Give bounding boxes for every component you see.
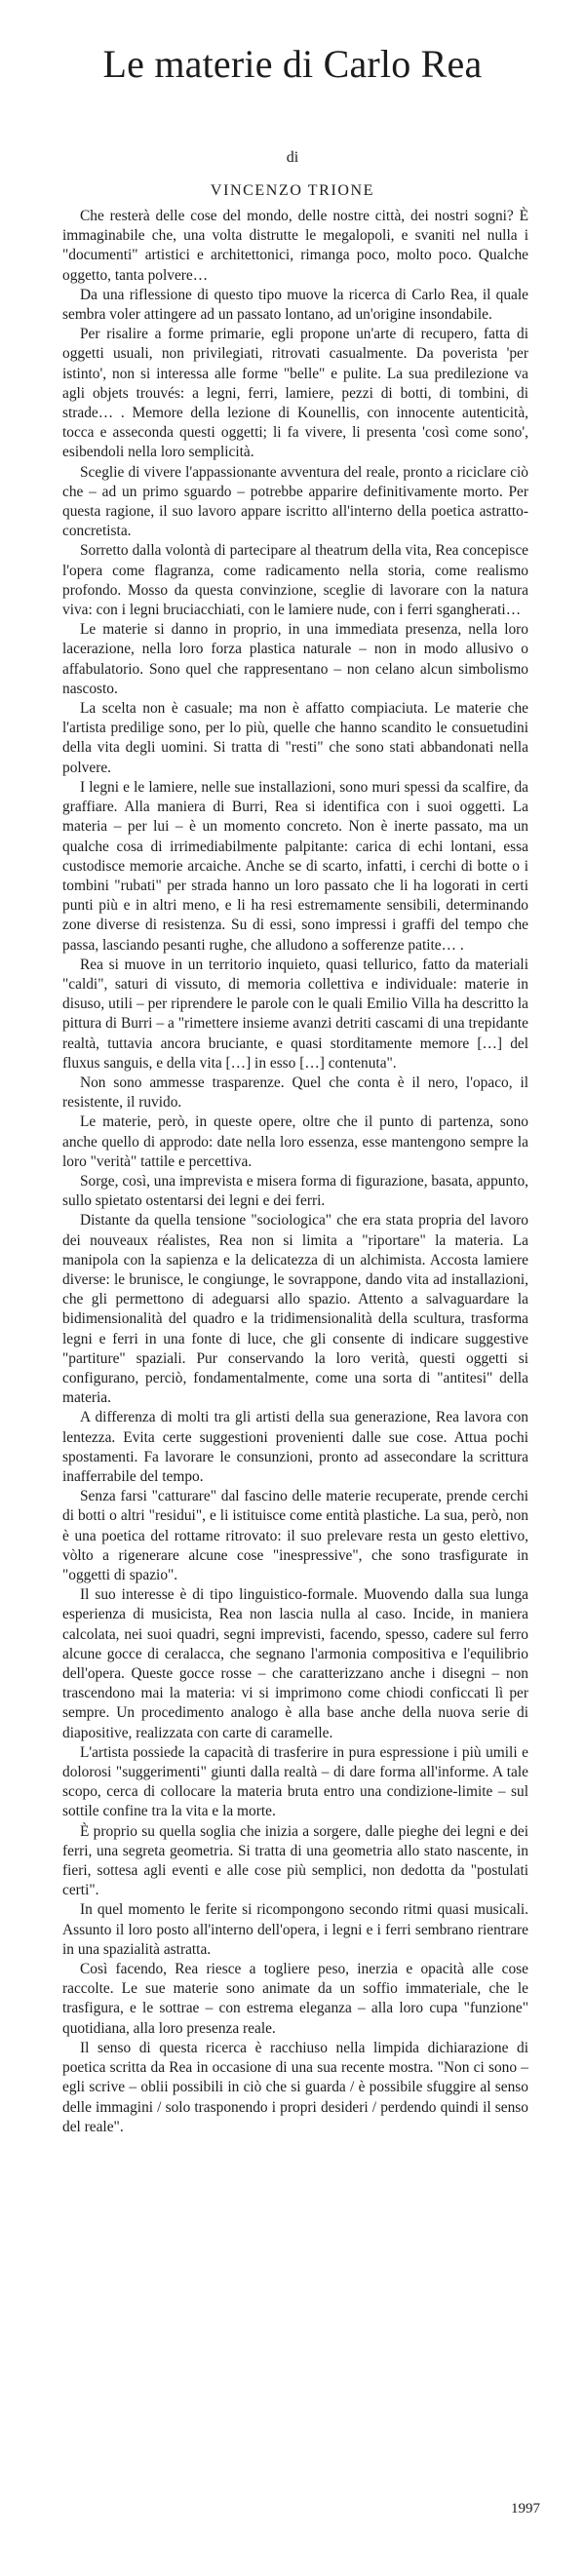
paragraph-19: In quel momento le ferite si ricompongono secondo ritmi quasi musicali. Assunto il loro posto all'interno dell'opera, i legni e i ferri sembrano rientrare in una spazialità astratta. xyxy=(62,1901,528,1958)
article-body xyxy=(0,207,585,2478)
paragraph-8: I legni e le lamiere, nelle sue installazioni, sono muri spessi da scalfire, da graffiare. Alla maniera di Burri, Rea si identifica con i suoi oggetti. La materia – per lui – è un momento concreto. Non è inerte passato, ma un qualche cosa di irrimediabilmente palpitante: carica di echi lontani, essa custodisce memorie arcaiche. Anche se di scarto, infatti, i cerchi di botte o i tombini "rubati" per strada hanno un loro passato che li ha logorati in certi punti più e in altri meno, e li ha resi estremamente sensibili, determinando zone diverse di resistenza. Su di essi, sono impressi i graffi del tempo che passa, lasciando pesanti rughe, che alludono a sofferenze patite… . xyxy=(62,778,528,954)
paragraph-14: A differenza di molti tra gli artisti della sua generazione, Rea lavora con lentezza. Evita certe suggestioni provenienti dalle sue cose. Attua pochi spostamenti. Fa lavorare le consunzioni, pronto ad assecondare la scrittura inafferrabile del tempo. xyxy=(62,1409,528,1485)
paragraph-20: Così facendo, Rea riesce a togliere peso, inerzia e opacità alle cose raccolte. Le sue materie sono animate da un soffio immateriale, che le trasfigura, e le sottrae – con estrema eleganza – alla loro cupa "funzione" quotidiana, alla loro presenza reale. xyxy=(62,1961,528,2037)
paragraph-12: Sorge, così, una imprevista e misera forma di figurazione, basata, appunto, sullo spietato ostentarsi dei legni e dei ferri. xyxy=(62,1172,529,1210)
paragraph-17: L'artista possiede la capacità di trasferire in pura espressione i più umili e dolorosi "suggerimenti" giunti dalla realtà – di dare forma all'informe. A tale scopo, cerca di collocare la materia bruta entro una condizione-limite – sul sottile confine tra la vita e la morte. xyxy=(62,1743,528,1820)
paragraph-5: Sorretto dalla volontà di partecipare al theatrum della vita, Rea concepisce l'opera come flagranza, come radicamento nella storia, come realismo profondo. Mosso da questa convinzione, sceglie di lavorare con la natura viva: con i legni bruciacchiati, con le lamiere nude, con i ferri sgangherati… xyxy=(62,542,528,619)
paragraph-18: È proprio su quella soglia che inizia a sorgere, dalle pieghe dei legni e dei ferri, una segreta geometria. Si tratta di una geometria allo stato nascente, in fieri, sottesa agli eventi e alle cose più semplici, non dedotta da "postulati certi". xyxy=(62,1822,528,1899)
paragraph-2: Da una riflessione di questo tipo muove la ricerca di Carlo Rea, il quale sembra voler attingere ad un passato lontano, ad un'origine insondabile. xyxy=(62,286,528,324)
paragraph-13: Distante da quella tensione "sociologica" che era stata propria del lavoro dei nouveaux réalistes, Rea non si limita a "riportare" la materia. La manipola con la sapienza e la delicatezza di un alchimista. Accosta lamiere diverse: le brunisce, le congiunge, le sovrappone, dando vita ad installazioni, che gli permettono di adeguarsi allo spazio. Attento a salvaguardare la bidimensionalità del quadro e la tridimensionalità della scultura, trasforma legni e ferri in una fonte di luce, che gli consente di indicare suggestive "partiture" spaziali. Pur conservando la loro verità, questi oggetti si configurano, perciò, fondamentalmente, come una sorta di "antitesi" della materia. xyxy=(62,1212,528,1407)
paragraph-3: Per risalire a forme primarie, egli propone un'arte di recupero, fatta di oggetti usuali, non privilegiati, ritrovati casualmente. Da poverista 'per istinto', non si interessa alle forme "belle" e pulite. La sua predilezione va agli objets trouvés: a legni, ferri, lamiere, pezzi di botti, di tombini, di strade… . Memore della lezione di Kounellis, con innocente autenticità, tocca e asseconda questi oggetti; li fa vivere, li presenta 'così come sono', esibendoli nella loro semplicità. xyxy=(62,326,528,461)
paragraph-15: Senza farsi "catturare" dal fascino delle materie recuperate, prende cerchi di botti o altri "residui", e li istituisce come entità plastiche. La sua, però, non è una poetica del rottame ritrovato: il suo prelevare resta un gesto elettivo, vòlto a rigenerare alcune cose "inespressive", che sono trasfigurate in "oggetti di spazio". xyxy=(62,1488,528,1584)
author-name: VINCENZO TRIONE xyxy=(210,182,375,199)
paragraph-16: Il suo interesse è di tipo linguistico-formale. Muovendo dalla sua lunga esperienza di musicista, Rea non lascia nulla al caso. Incide, in maniera calcolata, nei suoi quadri, segni imprevisti, facendo, spesso, cadere sul ferro alcune gocce di ceralacca, che segnano l'armonia compositiva e l'equilibrio dell'opera. Queste gocce rosse – che caratterizzano anche i disegni – non trascendono mai la materia: vi si imprimono come chiodi conficcati lì per sempre. Un procedimento analogo è alla base anche della nuova serie di diapositive, realizzata con carte di caramelle. xyxy=(62,1586,528,1741)
publication-year: 1997 xyxy=(511,2501,540,2517)
paragraph-4: Sceglie di vivere l'appassionante avventura del reale, pronto a riciclare ciò che – ad un primo sguardo – potrebbe apparire definitivamente morto. Per questa ragione, il suo lavoro appare iscritto all'interno della poetica astratto-concretista. xyxy=(62,463,528,540)
paragraph-6: Le materie si danno in proprio, in una immediata presenza, nella loro lacerazione, nella loro forza plastica naturale – non in modo allusivo o affabulatorio. Sono quel che rappresentano – non celano alcun simbolismo nascosto. xyxy=(62,621,528,697)
paragraph-11: Le materie, però, in queste opere, oltre che il punto di partenza, sono anche quello di approdo: date nella loro essenza, esse mantengono sempre la loro "verità" tattile e percettiva. xyxy=(62,1113,528,1170)
paragraph-9: Rea si muove in un territorio inquieto, quasi tellurico, fatto da materiali "caldi", saturi di vissuto, di memoria collettiva e individuale: materie in disuso, utili – per riprendere le parole con le quali Emilio Villa ha descritto la pittura di Burri – a "rimettere insieme avanzi detriti cascami di una trepidante realtà, tuttavia ancora bruciante, e quasi storditamente memore […] del fluxus sanguis, e della vita […] in esso […] contenuta". xyxy=(62,956,528,1072)
paragraph-7: La scelta non è casuale; ma non è affatto compiaciuta. Le materie che l'artista predilige sono, per lo più, quelle che hanno scandito le consuetudini della vita degli uomini. Si tratta di "resti" che sono stati abbandonati nella polvere. xyxy=(62,700,528,776)
paragraph-1: Che resterà delle cose del mondo, delle nostre città, dei nostri sogni? È immaginabile che, una volta distrutte le megalopoli, e svaniti nel nulla i "documenti" artistici e architettonici, rimanga poco, molto poco. Qualche oggetto, tanta polvere… xyxy=(62,208,528,284)
byline-di: di xyxy=(286,149,299,166)
article-title: Le materie di Carlo Rea xyxy=(102,42,483,86)
paragraph-21: Il senso di questa ricerca è racchiuso nella limpida dichiarazione di poetica scritta da Rea in occasione di una sua recente mostra. "Non ci sono – egli scrive – oblii possibili in ciò che si guarda / è possibile sfuggire al senso delle immagini / solo trasponendo i propri desideri / perdendo quindi il senso del reale". xyxy=(62,2039,528,2135)
paragraph-10: Non sono ammesse trasparenze. Quel che conta è il nero, l'opaco, il resistente, il ruvido. xyxy=(62,1073,528,1112)
